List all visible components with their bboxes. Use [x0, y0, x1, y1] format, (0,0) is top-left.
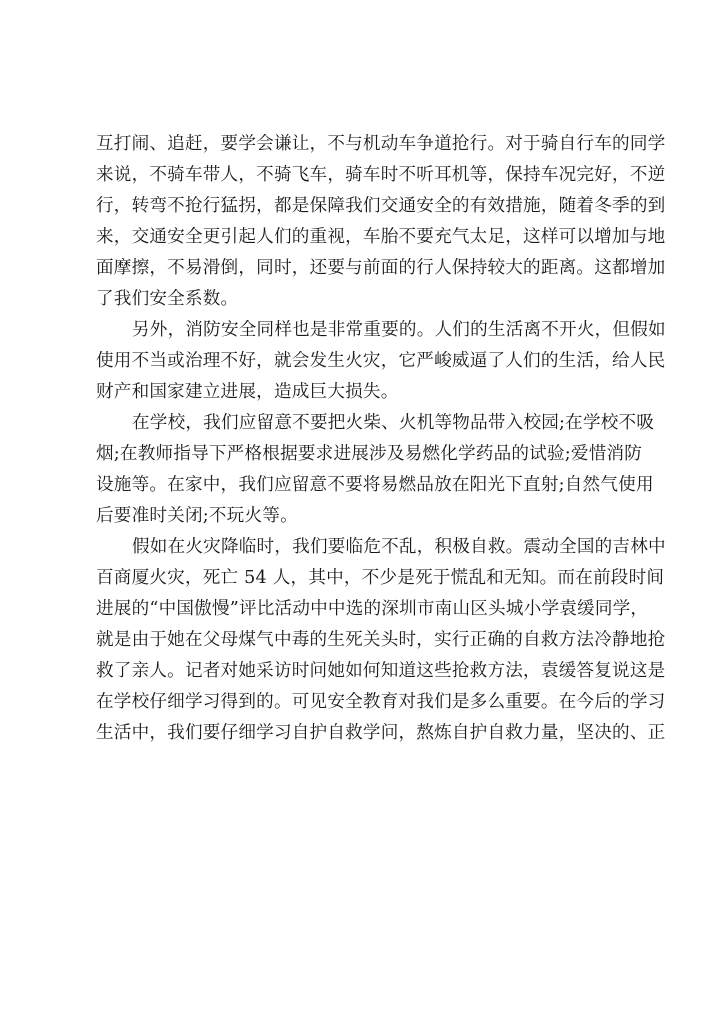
text-line: 设施等。在家中，我们应留意不要将易燃品放在阳光下直射;自然气使用 [96, 475, 654, 495]
text-line: 来说，不骑车带人，不骑飞车，骑车时不听耳机等，保持车况完好，不逆 [96, 165, 666, 185]
text-line: 互打闹、追赶，要学会谦让，不与机动车争道抢行。对于骑自行车的同学 [96, 134, 666, 154]
text-line: 生活中，我们要仔细学习自护自救学问，熬炼自护自救力量，坚决的、正 [96, 723, 666, 743]
text-line: 进展的“中国傲慢”评比活动中中选的深圳市南山区头城小学袁缓同学， [96, 599, 649, 619]
text-line: 使用不当或治理不好，就会发生火灾，它严峻威逼了人们的生活，给人民 [96, 351, 666, 371]
paragraph-start-line: 另外，消防安全同样也是非常重要的。人们的生活离不开火，但假如 [132, 320, 666, 340]
text-line: 面摩擦，不易滑倒，同时，还要与前面的行人保持较大的距离。这都增加 [96, 258, 666, 278]
text-line: 救了亲人。记者对她采访时问她如何知道这些抢救方法，袁缓答复说这是 [96, 661, 666, 681]
text-line: 百商厦火灾，死亡 54 人，其中，不少是死于慌乱和无知。而在前段时间 [96, 568, 665, 588]
body-text [96, 129, 666, 749]
text-line: 烟;在教师指导下严格根据要求进展涉及易燃化学药品的试验;爱惜消防 [96, 444, 643, 464]
paragraph-start-line: 假如在火灾降临时，我们要临危不乱，积极自救。震动全国的吉林中 [132, 537, 666, 557]
text-line: 就是由于她在父母煤气中毒的生死关头时，实行正确的自救方法冷静地抢 [96, 630, 666, 650]
text-line: 在学校仔细学习得到的。可见安全教育对我们是多么重要。在今后的学习 [96, 692, 666, 712]
text-line: 后要准时关闭;不玩火等。 [96, 506, 298, 526]
text-line: 来，交通安全更引起人们的重视，车胎不要充气太足，这样可以增加与地 [96, 227, 666, 247]
text-line: 了我们安全系数。 [96, 289, 239, 309]
text-line: 财产和国家建立进展，造成巨大损失。 [96, 382, 399, 402]
text-line: 行，转弯不抢行猛拐，都是保障我们交通安全的有效措施，随着冬季的到 [96, 196, 666, 216]
paragraph-start-line: 在学校，我们应留意不要把火柴、火机等物品带入校园;在学校不吸 [132, 413, 655, 433]
